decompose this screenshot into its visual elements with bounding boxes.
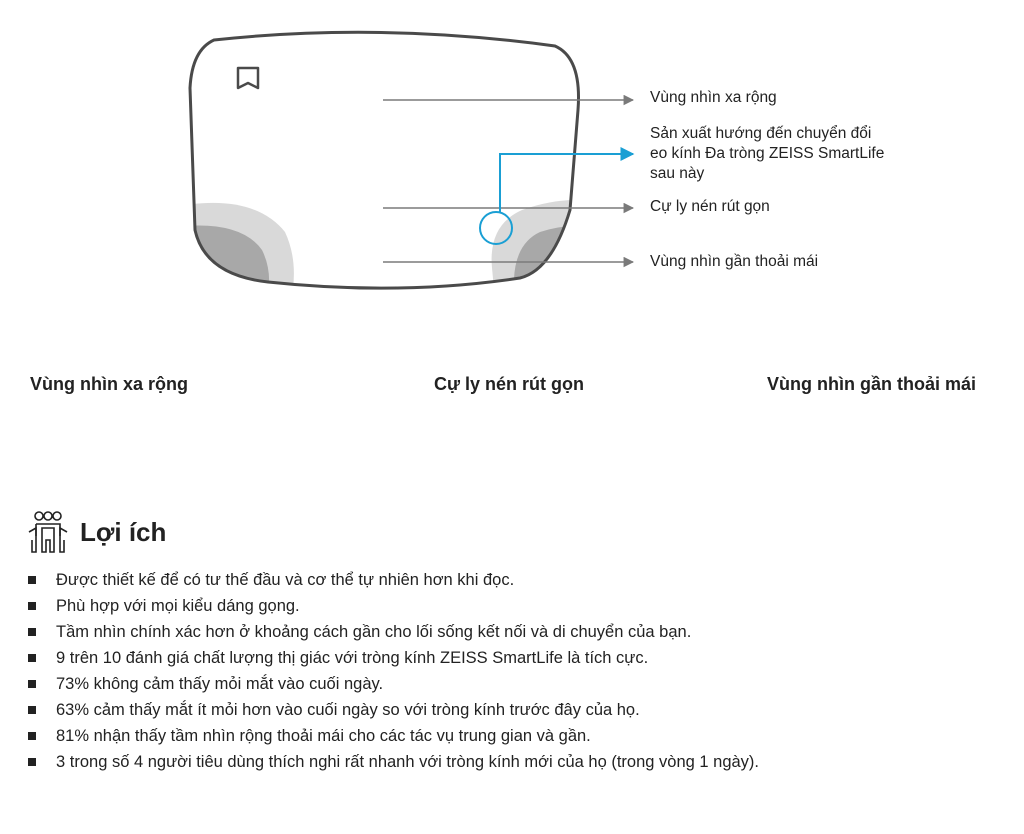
callout-comfortable-near (650, 252, 818, 272)
bullet-square (28, 576, 36, 584)
benefits-title: Lợi ích (80, 516, 167, 547)
callout-comfortable-near-text: Vùng nhìn gần thoải mái (650, 253, 819, 270)
bullet-square (28, 706, 36, 714)
list-item-text: Phù hợp với mọi kiểu dáng gọng. (56, 597, 300, 615)
caption-comfortable-near: Vùng nhìn gần thoải mái (767, 374, 976, 394)
callout-wide-distance-text: Vùng nhìn xa rộng (650, 89, 777, 106)
list-item-text: 63% cảm thấy mắt ít mỏi hơn vào cuối ngày so với tròng kính trước đây của họ. (56, 701, 640, 719)
caption-wide-distance: Vùng nhìn xa rộng (30, 374, 188, 394)
list-item (28, 567, 759, 593)
callout-future-transition-line-1: Sản xuất hướng đến chuyển đổi (650, 125, 872, 142)
caption-reduced-corridor: Cự ly nén rút gọn (434, 374, 585, 394)
bullet-square (28, 732, 36, 740)
list-item-text: 3 trong số 4 người tiêu dùng thích nghi rất nhanh với tròng kính mới của họ (trong vòng 1 ngày). (56, 753, 760, 771)
list-item (28, 723, 759, 749)
list-item (28, 593, 759, 619)
callout-future-transition-line-3: sau này (650, 165, 705, 182)
list-item (28, 645, 759, 671)
bullet-square (28, 758, 36, 766)
list-item (28, 671, 759, 697)
list-item (28, 619, 759, 645)
list-item (28, 749, 759, 775)
benefits-list (28, 567, 759, 775)
bookmark-icon (238, 68, 258, 88)
callout-wide-distance (650, 88, 777, 108)
bullet-square (28, 628, 36, 636)
callout-future-transition-line-2: eo kính Đa tròng ZEISS SmartLife (650, 145, 885, 162)
list-item-text: Tầm nhìn chính xác hơn ở khoảng cách gần cho lối sống kết nối và di chuyển của bạn. (56, 623, 692, 641)
list-item-text: 81% nhận thấy tầm nhìn rộng thoải mái cho các tác vụ trung gian và gần. (56, 727, 591, 745)
list-item-text: 9 trên 10 đánh giá chất lượng thị giác với tròng kính ZEISS SmartLife là tích cực. (56, 649, 649, 667)
list-item-text: Được thiết kế để có tư thế đầu và cơ thể tự nhiên hơn khi đọc. (56, 571, 515, 589)
benefits-header (24, 510, 166, 554)
callout-future-transition (650, 124, 884, 184)
list-item (28, 697, 759, 723)
people-group-icon (24, 510, 72, 554)
list-item-text: 73% không cảm thấy mỏi mắt vào cuối ngày. (56, 675, 384, 693)
bullet-square (28, 680, 36, 688)
callout-reduced-corridor (650, 197, 770, 217)
bullet-square (28, 654, 36, 662)
bullet-square (28, 602, 36, 610)
callout-reduced-corridor-text: Cự ly nén rút gọn (650, 198, 770, 215)
